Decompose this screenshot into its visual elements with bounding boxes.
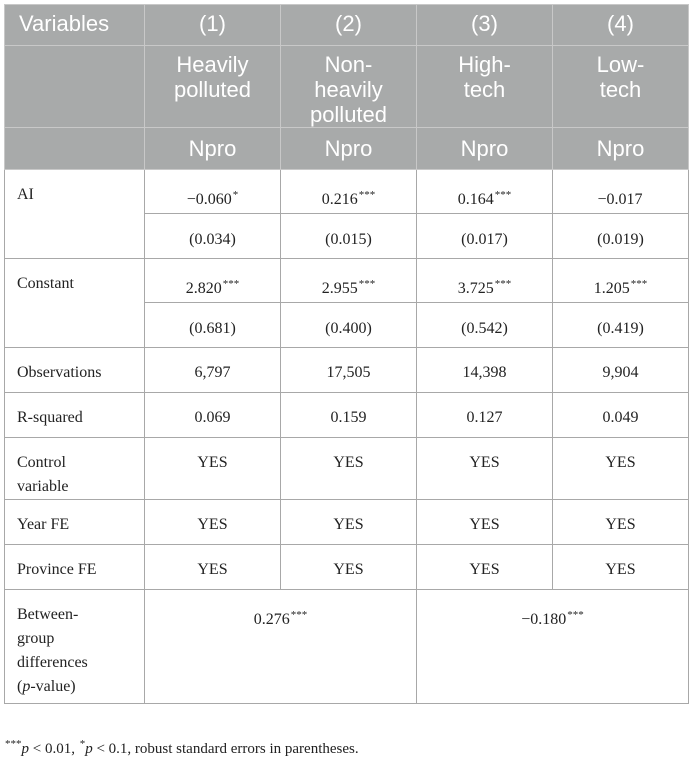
cell-r2-3: 0.127 xyxy=(417,393,553,438)
header-row-groups xyxy=(5,46,689,128)
header-blank-2 xyxy=(5,128,145,170)
significance-stars: *** xyxy=(567,609,584,621)
cell-bgd-pollution xyxy=(145,590,417,704)
row-label-observations: Observations xyxy=(5,348,145,393)
coef-value: 0.276 xyxy=(253,611,290,628)
cell-const-coef-4 xyxy=(553,259,689,303)
note-text: < 0.01, xyxy=(29,741,79,757)
coef-value: 0.216 xyxy=(321,191,358,208)
header-row-dv xyxy=(5,128,689,170)
cell-obs-4: 9,904 xyxy=(553,348,689,393)
header-group-line: heavily xyxy=(314,77,383,102)
cell-pfe-1: YES xyxy=(145,545,281,590)
header-group-line: polluted xyxy=(173,77,252,102)
regression-table xyxy=(4,4,689,704)
cell-r2-1: 0.069 xyxy=(145,393,281,438)
cell-ai-coef-2 xyxy=(281,170,417,214)
header-dv-1: Npro xyxy=(145,128,281,170)
cell-pfe-2: YES xyxy=(281,545,417,590)
coef-value: 2.955 xyxy=(321,280,358,297)
cell-yfe-4: YES xyxy=(553,500,689,545)
header-group-line: High- xyxy=(458,52,511,77)
header-group-2 xyxy=(281,46,417,128)
cell-ai-se-4: (0.019) xyxy=(553,214,689,259)
cell-const-se-4: (0.419) xyxy=(553,303,689,348)
row-province-fe xyxy=(5,545,689,590)
row-between-group xyxy=(5,590,689,704)
row-constant xyxy=(5,259,689,303)
header-dv-4: Npro xyxy=(553,128,689,170)
header-group-4 xyxy=(553,46,689,128)
row-label-province-fe: Province FE xyxy=(5,545,145,590)
coef-value: 1.205 xyxy=(593,280,630,297)
cell-ai-se-1: (0.034) xyxy=(145,214,281,259)
header-group-line: polluted xyxy=(309,102,388,127)
note-text: < 0.1, robust standard errors in parentheses. xyxy=(92,741,359,757)
row-label-ai: AI xyxy=(5,170,145,259)
cell-ai-coef-1 xyxy=(145,170,281,214)
header-group-line: tech xyxy=(599,77,642,102)
cell-const-coef-1 xyxy=(145,259,281,303)
cell-obs-2: 17,505 xyxy=(281,348,417,393)
label-line: Control xyxy=(17,454,66,471)
cell-pfe-3: YES xyxy=(417,545,553,590)
coef-value: 2.820 xyxy=(185,280,222,297)
cell-ctrl-1: YES xyxy=(145,438,281,500)
label-line: variable xyxy=(17,478,69,495)
row-ai xyxy=(5,170,689,214)
cell-const-coef-3 xyxy=(417,259,553,303)
row-year-fe xyxy=(5,500,689,545)
coef-value: −0.180 xyxy=(521,611,567,628)
header-dv-2: Npro xyxy=(281,128,417,170)
label-line: Between- xyxy=(17,606,79,623)
header-group-line: Heavily xyxy=(176,52,249,77)
header-model-3: (3) xyxy=(417,5,553,46)
row-label-control xyxy=(5,438,145,500)
header-variables: Variables xyxy=(5,5,145,46)
significance-stars: *** xyxy=(222,278,240,290)
row-label-constant: Constant xyxy=(5,259,145,348)
cell-ctrl-4: YES xyxy=(553,438,689,500)
cell-const-se-2: (0.400) xyxy=(281,303,417,348)
cell-ai-coef-4 xyxy=(553,170,689,214)
significance-stars: * xyxy=(232,189,239,201)
cell-obs-1: 6,797 xyxy=(145,348,281,393)
coef-value: 3.725 xyxy=(457,280,494,297)
header-model-1: (1) xyxy=(145,5,281,46)
header-blank xyxy=(5,46,145,128)
cell-ai-coef-3 xyxy=(417,170,553,214)
note-stars-3: *** xyxy=(5,738,22,750)
header-group-line: Non- xyxy=(324,52,373,77)
note-p: p xyxy=(21,741,29,757)
significance-stars: *** xyxy=(494,278,512,290)
significance-stars: *** xyxy=(358,189,376,201)
row-label-rsquared: R-squared xyxy=(5,393,145,438)
row-label-between-group: Between- group differences (p-value) xyxy=(5,590,145,704)
cell-ai-se-3: (0.017) xyxy=(417,214,553,259)
label-line: group xyxy=(17,630,55,647)
row-observations xyxy=(5,348,689,393)
row-rsquared xyxy=(5,393,689,438)
significance-stars: *** xyxy=(290,609,308,621)
header-model-2: (2) xyxy=(281,5,417,46)
note-stars-1: * xyxy=(79,738,86,750)
label-p: p xyxy=(22,678,31,695)
cell-yfe-3: YES xyxy=(417,500,553,545)
significance-stars: *** xyxy=(494,189,512,201)
header-group-line: Low- xyxy=(596,52,645,77)
row-control-variable xyxy=(5,438,689,500)
note-p: p xyxy=(85,741,93,757)
cell-yfe-1: YES xyxy=(145,500,281,545)
header-row-numbers xyxy=(5,5,689,46)
label-line: -value) xyxy=(30,678,76,695)
coef-value: −0.017 xyxy=(597,191,643,208)
table-footnote xyxy=(4,738,359,758)
coef-value: 0.164 xyxy=(457,191,494,208)
cell-const-coef-2 xyxy=(281,259,417,303)
coef-value: −0.060 xyxy=(186,191,232,208)
cell-const-se-3: (0.542) xyxy=(417,303,553,348)
label-line: differences xyxy=(17,654,88,671)
cell-ctrl-3: YES xyxy=(417,438,553,500)
header-group-3 xyxy=(417,46,553,128)
header-model-4: (4) xyxy=(553,5,689,46)
cell-bgd-tech xyxy=(417,590,689,704)
cell-r2-2: 0.159 xyxy=(281,393,417,438)
cell-pfe-4: YES xyxy=(553,545,689,590)
significance-stars: *** xyxy=(358,278,376,290)
header-dv-3: Npro xyxy=(417,128,553,170)
cell-r2-4: 0.049 xyxy=(553,393,689,438)
header-group-line: tech xyxy=(463,77,506,102)
cell-const-se-1: (0.681) xyxy=(145,303,281,348)
significance-stars: *** xyxy=(630,278,648,290)
cell-obs-3: 14,398 xyxy=(417,348,553,393)
cell-ctrl-2: YES xyxy=(281,438,417,500)
header-group-1 xyxy=(145,46,281,128)
cell-yfe-2: YES xyxy=(281,500,417,545)
cell-ai-se-2: (0.015) xyxy=(281,214,417,259)
row-label-year-fe: Year FE xyxy=(5,500,145,545)
